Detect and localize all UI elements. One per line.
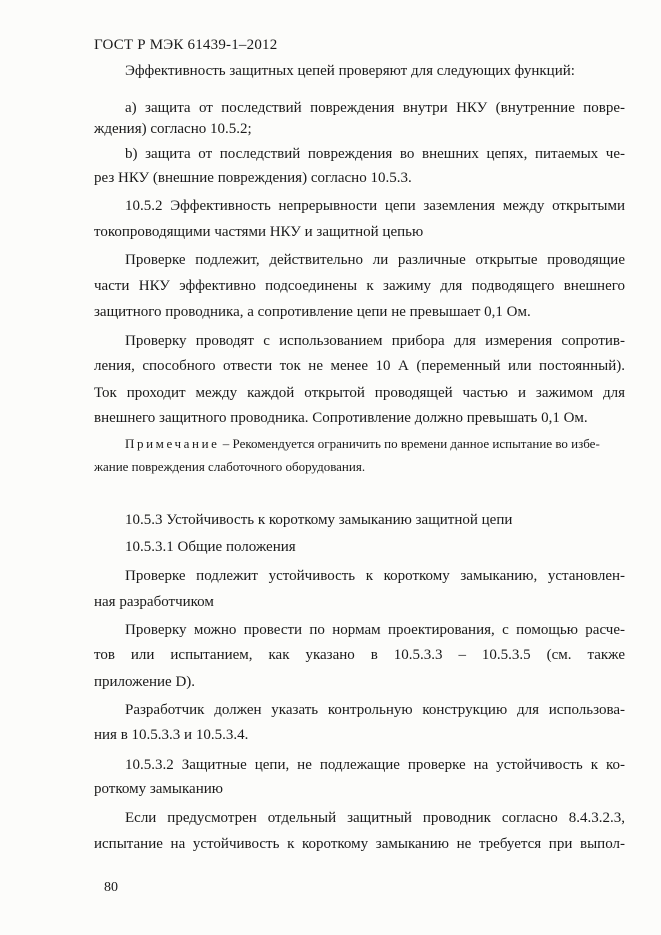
text-line: ления, способного отвести ток не менее 10 А (переменный или постоянный). [94,358,625,374]
section-heading: 10.5.3.1 Общие положения [125,539,296,555]
note-label: Примечание [125,436,220,451]
text-line: Проверку можно провести по нормам проектирования, с помощью расче- [125,622,625,638]
page-number: 80 [104,880,118,895]
section-heading: 10.5.3 Устойчивость к короткому замыканию защитной цепи [125,512,513,528]
text-line: Разработчик должен указать контрольную конструкцию для использова- [125,702,625,718]
text-line: тов или испытанием, как указано в 10.5.3.3 – 10.5.3.5 (см. также [94,647,625,663]
text-line: части НКУ эффективно подсоединены к зажиму для подводящего внешнего [94,278,625,294]
text-line: приложение D). [94,674,196,690]
document-header: ГОСТ Р МЭК 61439-1–2012 [94,37,278,53]
text-line: Проверке подлежит, действительно ли различные открытые проводящие [125,252,625,268]
text-line: испытание на устойчивость к короткому замыканию не требуется при выпол- [94,836,625,852]
text-line: b) защита от последствий повреждения во внешних цепях, питаемых че- [125,146,625,162]
text-line: Ток проходит между каждой открытой проводящей частью и зажимом для [94,385,625,401]
text-line: ная разработчиком [94,594,214,610]
text-line: а) защита от последствий повреждения внутри НКУ (внутренние повре- [125,100,625,116]
text-line: Если предусмотрен отдельный защитный проводник согласно 8.4.3.2.3, [125,810,625,826]
section-heading: роткому замыканию [94,781,223,797]
text-line: Эффективность защитных цепей проверяют для следующих функций: [125,63,575,79]
text-line: защитного проводника, а сопротивление цепи не превышает 0,1 Ом. [94,304,531,320]
section-heading: 10.5.2 Эффективность непрерывности цепи заземления между открытыми [125,198,625,214]
text-line: Проверке подлежит устойчивость к короткому замыканию, установлен- [125,568,625,584]
note-line: жание повреждения слаботочного оборудования. [94,459,366,474]
text-line: ждения) согласно 10.5.2; [94,121,252,137]
note-text: – Рекомендуется ограничить по времени данное испытание во избе- [222,436,600,451]
text-line: рез НКУ (внешние повреждения) согласно 10.5.3. [94,170,412,186]
text-line: внешнего защитного проводника. Сопротивление должно превышать 0,1 Ом. [94,410,588,426]
text-line: ния в 10.5.3.3 и 10.5.3.4. [94,727,249,743]
section-heading: токопроводящими частями НКУ и защитной цепью [94,224,424,240]
section-heading: 10.5.3.2 Защитные цепи, не подлежащие проверке на устойчивость к ко- [125,757,625,773]
note-line [125,434,625,454]
text-line: Проверку проводят с использованием прибора для измерения сопротив- [125,333,625,349]
